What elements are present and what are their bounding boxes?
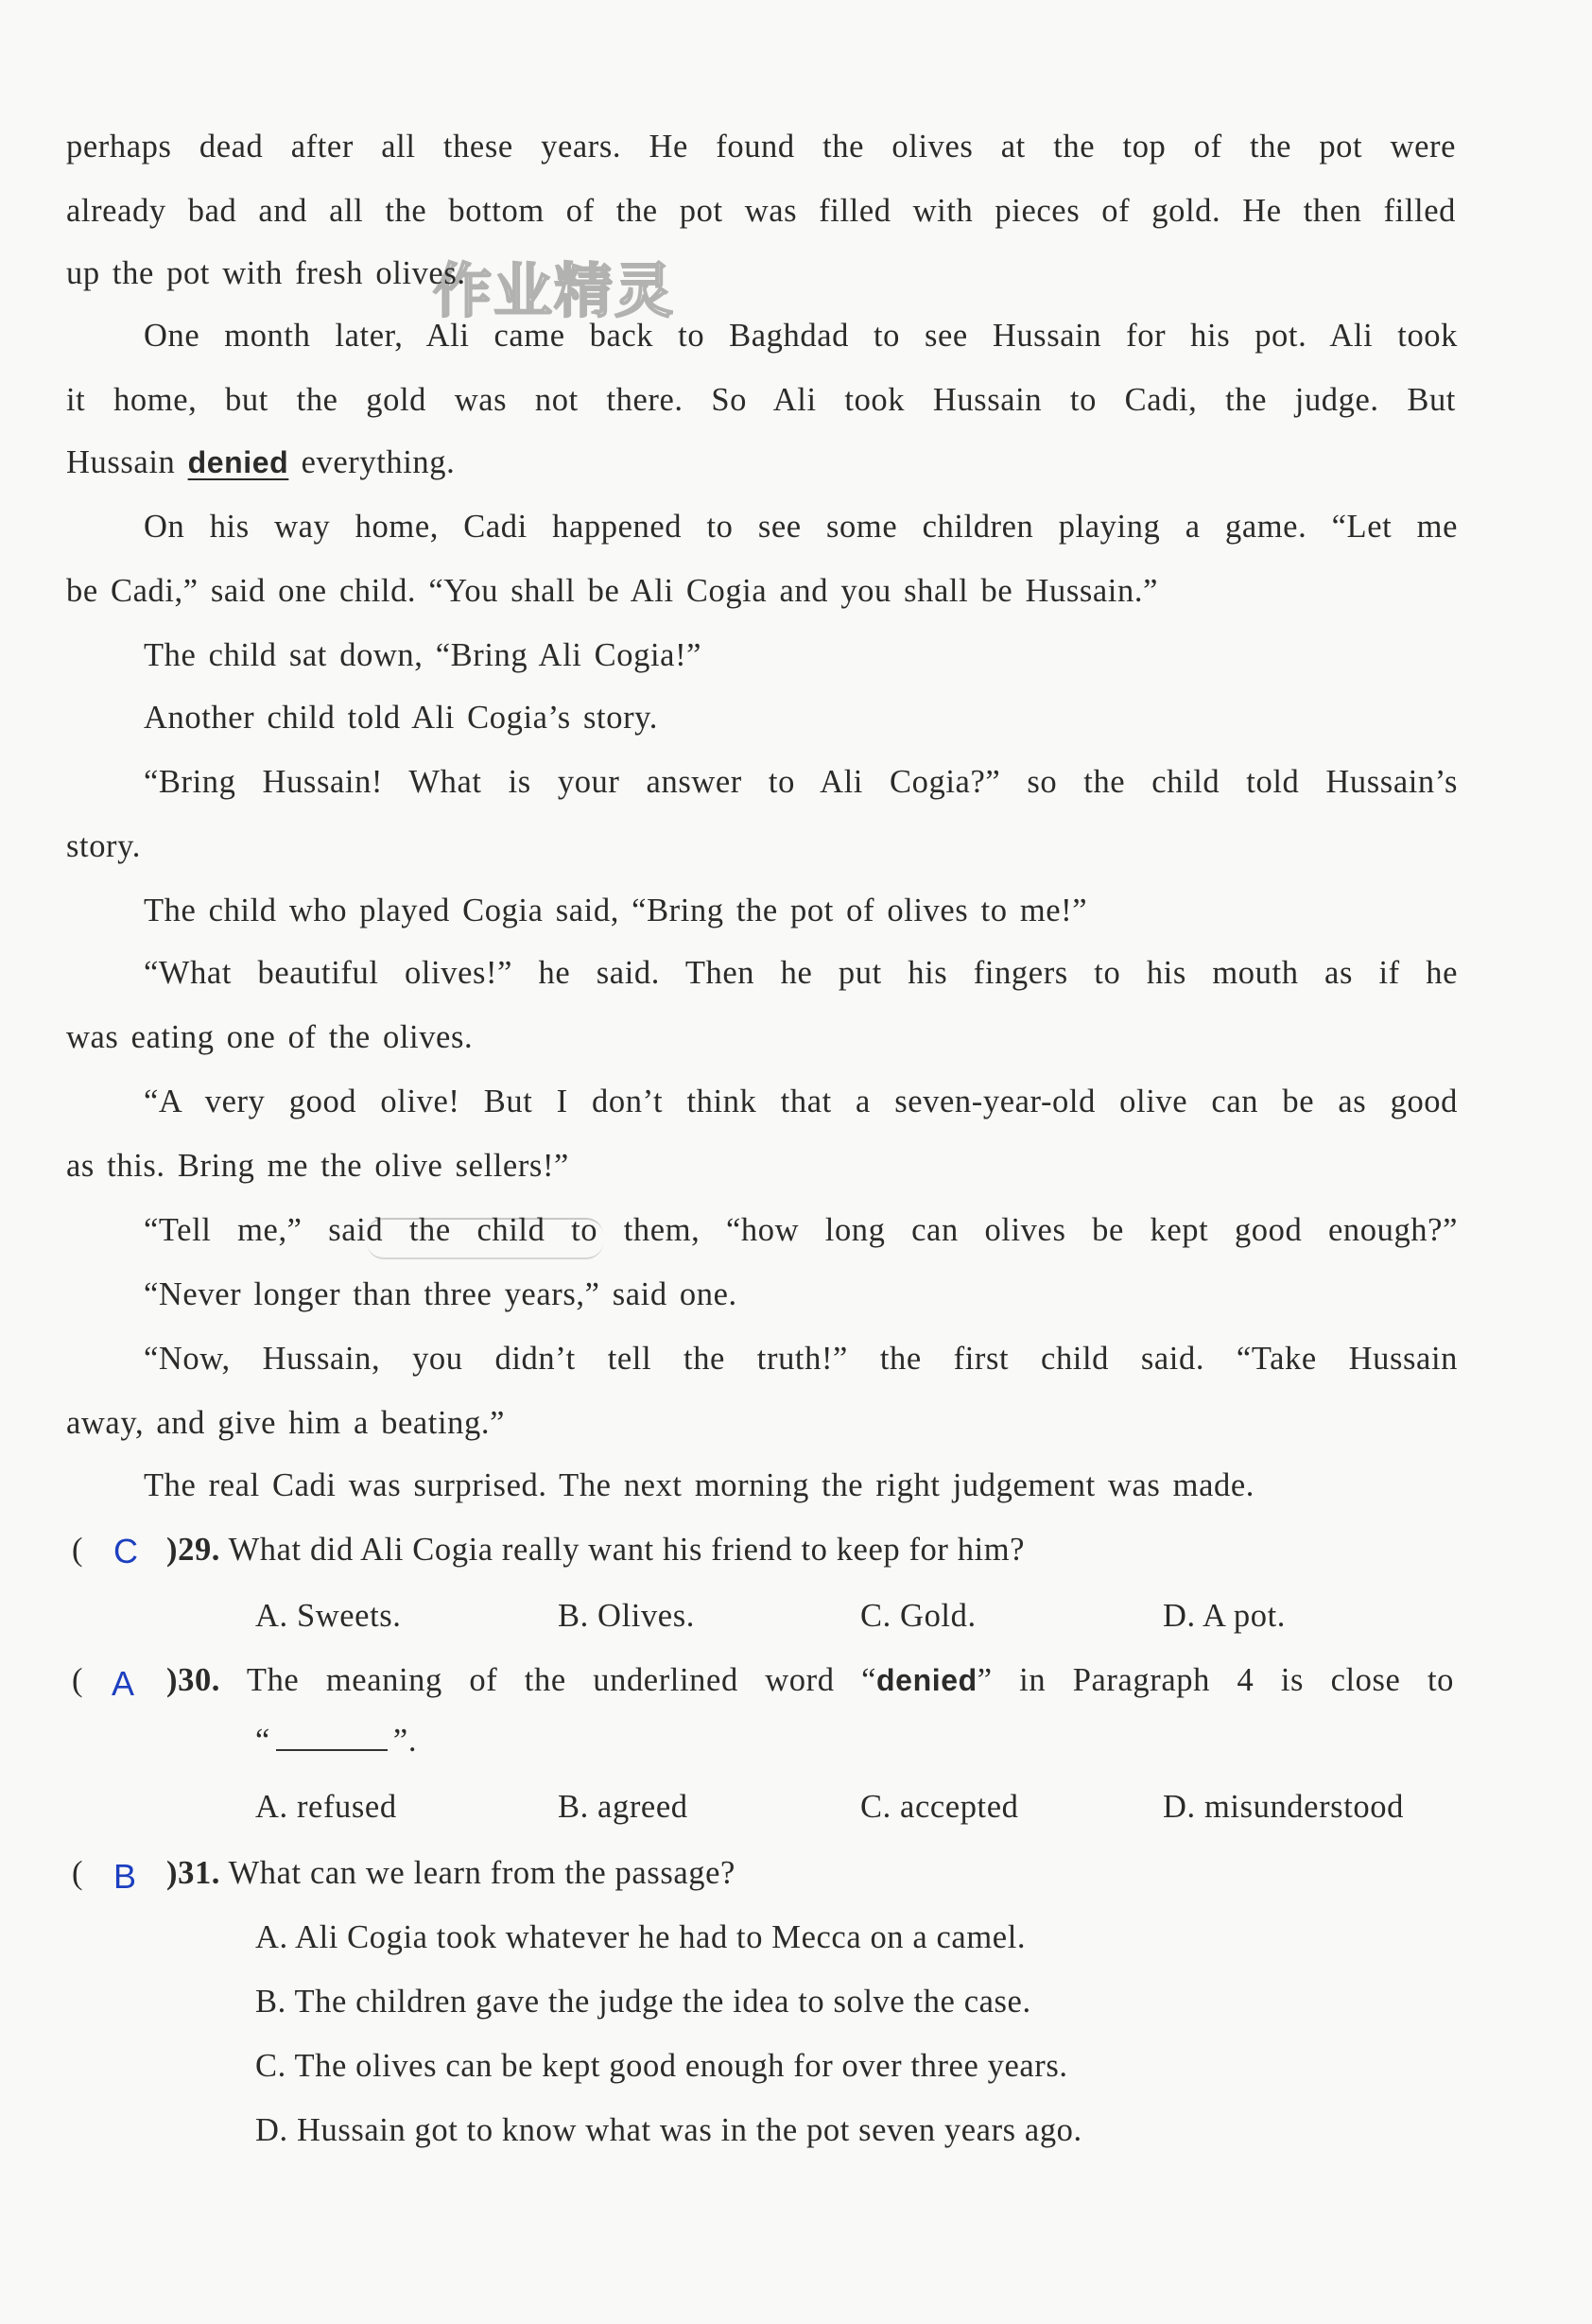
question-text: ” in Paragraph 4 is close to [977,1662,1454,1698]
passage-text: everything. [301,444,456,480]
question-line [166,1662,1454,1699]
underlined-word: denied [187,445,289,479]
option-d: D. A pot. [1163,1598,1287,1634]
question-text: The meaning of the underlined word “ [246,1662,877,1698]
question-number: )30. [166,1662,221,1698]
answer-mark: B [113,1857,137,1896]
passage-line: Another child told Ali Cogia’s story. [144,700,659,736]
passage-line: “Tell me,” said the child to them, “how long can olives be kept good enough?” [144,1212,1458,1248]
passage-line: away, and give him a beating.” [66,1405,505,1441]
option-c: C. The olives can be kept good enough for over three years. [255,2048,1068,2084]
passage-line: The child sat down, “Bring Ali Cogia!” [144,637,702,673]
passage-line: as this. Bring me the olive sellers!” [66,1148,569,1184]
question-number: )29. [166,1532,221,1568]
question-line [166,1532,1025,1569]
passage-line: On his way home, Cadi happened to see some children playing a game. “Let me [144,509,1458,545]
passage-line: One month later, Ali came back to Baghdad to see Hussain for his pot. Ali took [144,318,1458,354]
passage-line: “Now, Hussain, you didn’t tell the truth!” the first child said. “Take Hussain [144,1341,1458,1377]
passage-line: “Never longer than three years,” said one. [144,1276,737,1312]
passage-line: story. [66,828,141,864]
option-b: B. Olives. [558,1598,695,1634]
option-a: A. refused [255,1789,397,1825]
option-a: A. Ali Cogia took whatever he had to Mecca on a camel. [255,1919,1027,1955]
option-c: C. accepted [860,1789,1019,1825]
passage-line: The child who played Cogia said, “Bring the pot of olives to me!” [144,893,1088,928]
answer-paren: ( [72,1855,83,1891]
passage-line: perhaps dead after all these years. He found the olives at the top of the pot were [66,129,1456,165]
question-line [166,1855,735,1892]
option-d: D. misunderstood [1163,1789,1404,1825]
answer-blank-line [255,1723,417,1760]
passage-line [66,444,1456,481]
passage-line: was eating one of the olives. [66,1019,474,1055]
option-c: C. Gold. [860,1598,977,1634]
question-keyword: denied [876,1663,978,1697]
question-number: )31. [166,1855,221,1891]
passage-line: “A very good olive! But I don’t think that a seven-year-old olive can be as good [144,1084,1458,1119]
passage-line: “What beautiful olives!” he said. Then he put his fingers to his mouth as if he [144,955,1458,991]
option-a: A. Sweets. [255,1598,402,1634]
option-d: D. Hussain got to know what was in the pot seven years ago. [255,2112,1082,2148]
blank-open-quote: “ [255,1723,270,1759]
option-b: B. The children gave the judge the idea to solve the case. [255,1984,1031,2020]
blank-close-quote: ”. [392,1723,418,1759]
passage-text: Hussain [66,444,176,480]
option-b: B. agreed [558,1789,688,1825]
question-text: What did Ali Cogia really want his friend to keep for him? [228,1532,1026,1568]
passage-line: The real Cadi was surprised. The next morning the right judgement was made. [144,1467,1255,1503]
answer-blank [276,1749,388,1751]
answer-mark: A [112,1664,135,1703]
answer-paren: ( [72,1662,83,1698]
answer-mark: C [113,1532,138,1570]
answer-paren: ( [72,1532,83,1568]
passage-line: be Cadi,” said one child. “You shall be Ali Cogia and you shall be Hussain.” [66,573,1158,609]
passage-line: “Bring Hussain! What is your answer to Ali Cogia?” so the child told Hussain’s [144,764,1458,800]
passage-line: up the pot with fresh olives. [66,255,466,291]
passage-line: it home, but the gold was not there. So Ali took Hussain to Cadi, the judge. But [66,382,1456,418]
question-text: What can we learn from the passage? [228,1855,735,1891]
passage-line: already bad and all the bottom of the pot was filled with pieces of gold. He then filled [66,193,1456,229]
watermark-logo: 作业精灵 [433,256,676,325]
